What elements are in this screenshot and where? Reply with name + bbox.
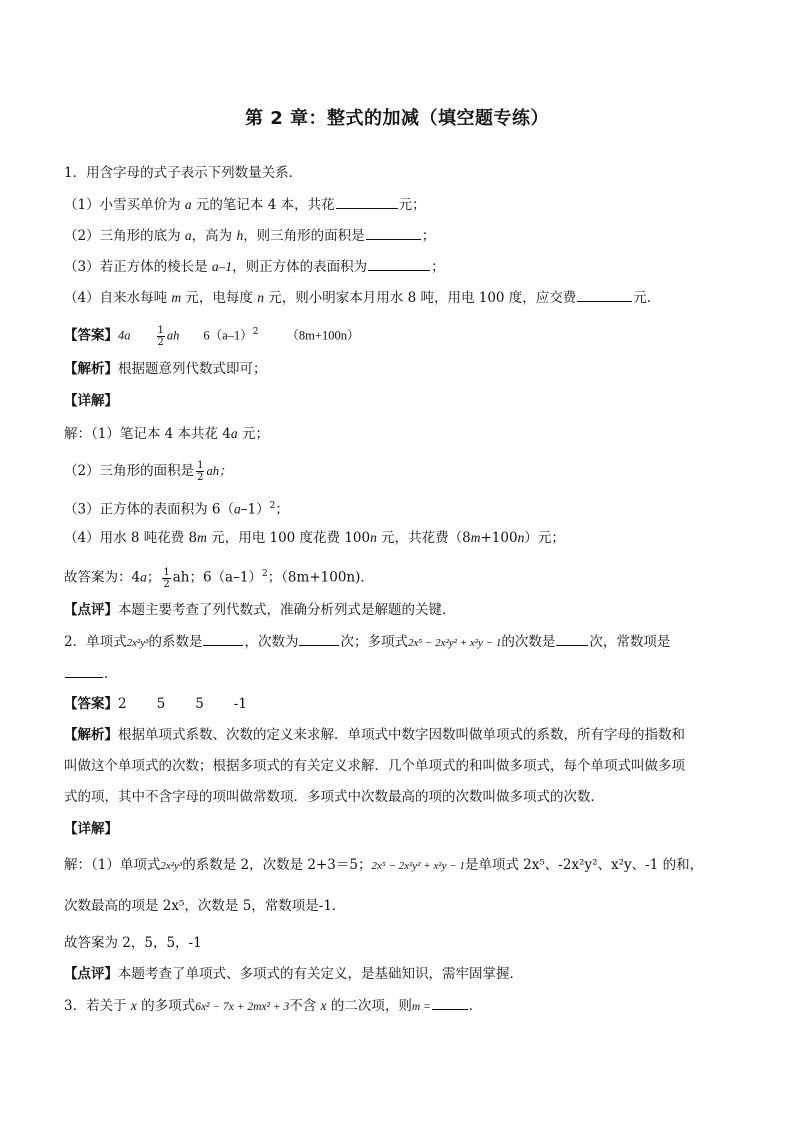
- variable: a: [233, 501, 241, 517]
- polynomial: 6x² − 7x + 2mx² + 3: [195, 1001, 290, 1013]
- variable: m: [197, 530, 207, 545]
- analysis-text: 根据题意列代数式即可；: [118, 361, 267, 377]
- text: 故答案为：4: [64, 569, 141, 586]
- q3-stem: [64, 996, 482, 1016]
- text: 元，用电 100 度花费 100: [206, 530, 371, 546]
- q1-part-1: [64, 195, 426, 215]
- superscript: 2: [252, 327, 259, 337]
- answer-blank: [366, 226, 421, 240]
- comment-text: 本题考查了单项式、多项式的有关定义，是基础知识，需牢固掌握．: [118, 966, 523, 982]
- text: 解：（1）笔记本 4 本共花 4: [64, 426, 231, 442]
- fraction: $\frac{1}{2}$: [157, 324, 164, 348]
- text: 元的笔记本 4 本，共花: [191, 197, 335, 213]
- q2-stem-cont: [64, 664, 118, 684]
- text: （1）小雪买单价为: [64, 197, 185, 213]
- text: +100: [480, 530, 518, 546]
- q1-detail-tag: 【详解】: [64, 393, 118, 409]
- answer-tag: 【答案】: [64, 696, 118, 712]
- answer-1: 2: [118, 696, 127, 712]
- answer-tag: 【答案】: [64, 327, 118, 344]
- variable: a: [184, 197, 192, 212]
- text: （3）正方体的表面积为 6（: [64, 501, 234, 518]
- answer-4: -1: [233, 696, 247, 712]
- q1-detail-4: [64, 528, 565, 548]
- q2-comment: [64, 964, 523, 984]
- text: 次，常数项是: [589, 634, 671, 650]
- analysis-tag: 【解析】: [64, 361, 118, 377]
- text: ；（8m+100n)．: [267, 569, 374, 586]
- q2-detail-1: [64, 855, 703, 875]
- text: （2）三角形的底为: [64, 228, 185, 244]
- text: 2．单项式: [64, 634, 127, 650]
- q2-answer: [64, 694, 247, 714]
- text: ；: [275, 501, 289, 518]
- answer-blank: [556, 632, 588, 646]
- q2-detail-2: 次数最高的项是 2x⁵，次数是 5，常数项是-1．: [64, 898, 346, 914]
- text: 元；: [237, 426, 269, 442]
- q1-detail-2: [64, 460, 232, 483]
- q2-detail-tag: 【详解】: [64, 821, 118, 837]
- text: ah；: [206, 464, 232, 478]
- polynomial: 2x⁵ − 2x²y² + x²y − 1: [371, 860, 465, 872]
- variable: a: [184, 228, 192, 243]
- variable: m: [171, 290, 182, 305]
- answer-1: 4a: [118, 328, 131, 343]
- text: ）元；: [524, 530, 565, 546]
- answer-3: 6（a–1）: [203, 328, 253, 343]
- text: 的多项式: [136, 998, 196, 1014]
- text: 的系数是 2，次数是 2+3＝5；: [182, 857, 372, 873]
- text: （4）用水 8 吨花费 8: [64, 530, 198, 546]
- answer-blank: [299, 632, 339, 646]
- q2-analysis-1: [64, 725, 685, 745]
- text: 的次数是: [501, 634, 556, 650]
- polynomial: 2x⁵ − 2x²y² + x²y − 1: [407, 637, 502, 649]
- monomial: 2x²y³: [126, 637, 149, 649]
- text: ah；6（a–1）: [172, 569, 262, 586]
- superscript: 2: [261, 569, 268, 579]
- comment-tag: 【点评】: [64, 966, 118, 982]
- text: 3．若关于: [64, 998, 131, 1014]
- q1-part-4: [64, 288, 660, 308]
- answer-3: 5: [195, 696, 204, 712]
- comment-text: 本题主要考查了列代数式，准确分析列式是解题的关键．: [118, 602, 456, 618]
- fraction: $\frac{1}{2}$: [197, 460, 204, 483]
- text: ．: [468, 998, 483, 1014]
- variable: a: [230, 426, 238, 441]
- answer-2: 5: [156, 696, 166, 712]
- q1-detail-3: [64, 496, 289, 516]
- answer-2: ah: [166, 328, 180, 343]
- fraction: $\frac{1}{2}$: [163, 566, 170, 590]
- analysis-text: 根据单项式系数、次数的定义来求解．单项式中数字因数叫做单项式的系数，所有字母的指数和: [118, 727, 685, 743]
- text: 不含: [289, 998, 321, 1014]
- q1-analysis: [64, 359, 267, 379]
- comment-tag: 【点评】: [64, 602, 118, 618]
- variable: n: [517, 530, 525, 545]
- monomial: 2x²y³: [160, 860, 183, 872]
- q1-detail-1: [64, 424, 269, 444]
- variable: n: [370, 530, 377, 545]
- q1-final-answer: [64, 564, 374, 590]
- variable: m: [470, 530, 481, 545]
- variable-m: m =: [411, 1001, 431, 1013]
- text: ；: [146, 569, 161, 586]
- text: （4）自来水每吨: [64, 290, 172, 306]
- text: 元，共花费（8: [376, 530, 471, 546]
- q1-answer: [64, 322, 360, 348]
- answer-4: （8m+100n）: [286, 328, 360, 343]
- variable: n: [257, 290, 264, 305]
- q1-part-3: [64, 257, 445, 277]
- q2-stem: [64, 632, 670, 652]
- text: ，次数为: [244, 634, 299, 650]
- text: 是单项式 2x⁵、-2x²y²、x²y、-1 的和，: [464, 857, 704, 873]
- answer-blank: [65, 664, 103, 678]
- answer-blank: [336, 195, 398, 209]
- q1-stem: 1．用含字母的式子表示下列数量关系．: [64, 165, 303, 181]
- q1-comment: [64, 600, 456, 620]
- text: 的系数是: [148, 634, 203, 650]
- answer-blank: [203, 632, 243, 646]
- text: ，则三角形的面积是: [243, 228, 365, 244]
- variable: a: [140, 569, 147, 585]
- q2-analysis-2: 叫做这个单项式的次数；根据多项式的有关定义求解．几个单项式的和叫做多项式，每个单项式叫做多项: [64, 758, 685, 774]
- variable: x: [320, 998, 327, 1013]
- text: ，高为: [191, 228, 237, 244]
- answer-blank: [577, 288, 632, 302]
- text: –1）: [240, 501, 270, 518]
- superscript: 2: [269, 501, 276, 511]
- q2-final-answer: 故答案为 2，5，5，-1: [64, 935, 202, 951]
- variable: x: [130, 998, 137, 1013]
- answer-blank: [368, 257, 430, 271]
- text: ；: [431, 259, 445, 275]
- text: 元，则小明家本月用水 8 吨，用电 100 度，应交费: [263, 290, 577, 306]
- text: 解：（1）单项式: [64, 857, 161, 873]
- q2-analysis-3: 式的项，其中不含字母的项叫做常数项．多项式中次数最高的项的次数叫做多项式的次数．: [64, 789, 604, 805]
- analysis-tag: 【解析】: [64, 727, 118, 743]
- text: （2）三角形的面积是: [64, 463, 195, 479]
- text: 的二次项，则: [326, 998, 412, 1014]
- answer-blank: [432, 996, 468, 1010]
- variable: h: [236, 228, 244, 243]
- text: （3）若正方体的棱长是: [64, 259, 212, 275]
- text: 元，电每度: [181, 290, 258, 306]
- text: 元；: [398, 197, 426, 213]
- text: ；: [421, 228, 436, 244]
- text: 次；多项式: [340, 634, 408, 650]
- text: 元．: [633, 290, 661, 306]
- variable: a–1: [211, 259, 233, 274]
- q1-part-2: [64, 226, 435, 246]
- text: ，则正方体的表面积为: [232, 259, 368, 275]
- page-title: 第 2 章：整式的加减（填空题专练）: [244, 108, 550, 129]
- text: ．: [104, 666, 118, 682]
